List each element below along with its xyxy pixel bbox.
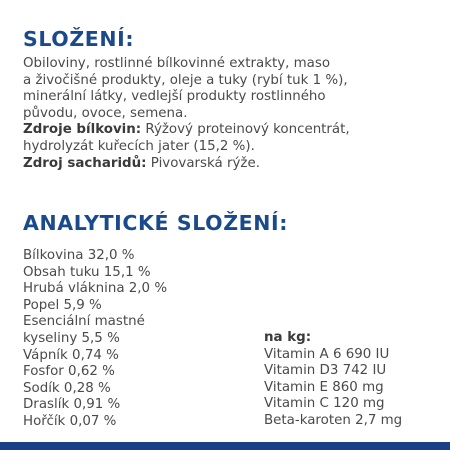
vitamin-item: Beta-karoten 2,7 mg [264,412,403,428]
nutrient-list [23,248,167,431]
nutrient-item: Esenciální mastné [23,314,145,330]
vitamin-item: Vitamin D3 742 IU [264,363,387,379]
composition-line: původu, ovoce, semena. [23,105,188,121]
nutrient-item: Popel 5,9 % [23,297,102,313]
carb-source-label: Zdroj sacharidů: [23,155,147,171]
nutrient-item: Obsah tuku 15,1 % [23,264,151,280]
analytical-heading: ANALYTICKÉ SLOŽENÍ: [23,211,289,235]
composition-text [23,56,443,172]
carb-source-text: Pivovarská rýže. [146,155,260,171]
nutrient-item: kyseliny 5,5 % [23,330,120,346]
vitamin-list [264,330,402,430]
vitamin-item: Vitamin C 120 mg [264,396,385,412]
nutrient-item: Draslík 0,91 % [23,397,121,413]
protein-source-label: Zdroje bílkovin: [23,122,142,138]
vitamin-item: Vitamin E 860 mg [264,379,384,395]
nutrient-item: Hořčík 0,07 % [23,413,117,429]
nutrient-item: Vápník 0,74 % [23,347,119,363]
composition-line: a živočišné produkty, oleje a tuky (rybí tuk 1 %), [23,72,348,88]
footer-bar [0,442,450,450]
vitamin-item: Vitamin A 6 690 IU [264,346,390,362]
protein-source-text: Rýžový proteinový koncentrát, [141,122,350,138]
carb-source-line [23,156,443,173]
composition-line: minerální látky, vedlejší produkty rostlinného [23,89,326,105]
nutrient-item: Sodík 0,28 % [23,380,111,396]
composition-line: Obiloviny, rostlinné bílkovinné extrakty, maso [23,56,331,71]
per-kg-label: na kg: [264,330,312,345]
nutrient-item: Hrubá vláknina 2,0 % [23,281,168,297]
nutrient-item: Fosfor 0,62 % [23,364,115,380]
nutrient-item: Bílkovina 32,0 % [23,248,135,263]
composition-heading: SLOŽENÍ: [23,27,135,51]
protein-source-line-2: hydrolyzát kuřecích jater (15,2 %). [23,138,255,154]
protein-source-line [23,122,443,139]
